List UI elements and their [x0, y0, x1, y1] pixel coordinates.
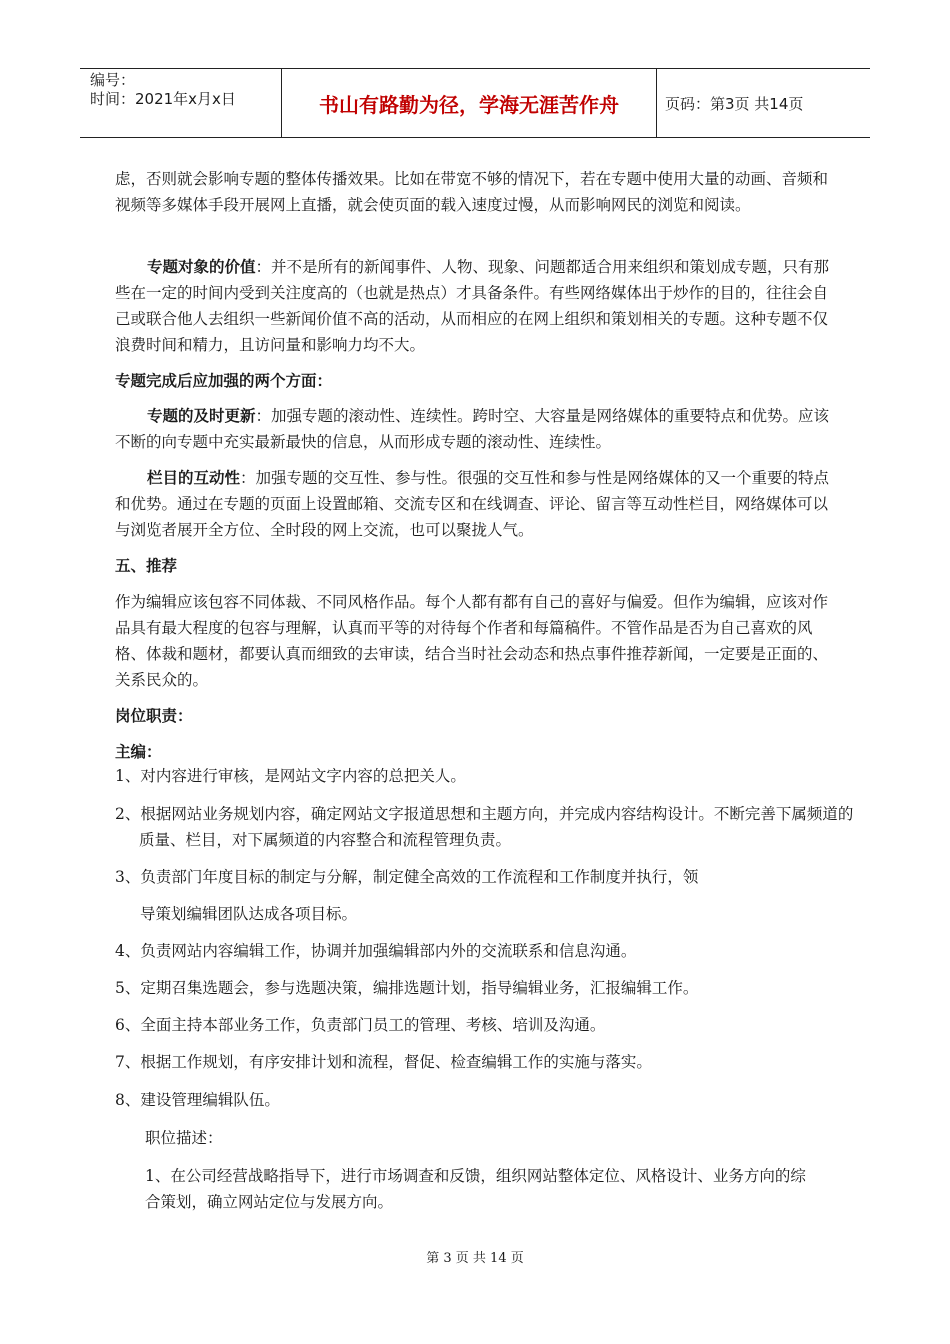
- duty-item: 6、全面主持本部业务工作，负责部门员工的管理、考核、培训及沟通。: [115, 1016, 606, 1034]
- heading-recommend: 五、推荐: [115, 556, 178, 575]
- duty-item: 3、负责部门年度目标的制定与分解，制定健全高效的工作流程和工作制度并执行，领: [115, 868, 699, 886]
- interactivity-heading: 栏目的互动性: [147, 468, 241, 487]
- document-number-label: 编号：: [90, 71, 136, 89]
- heading-two-aspects: 专题完成后应加强的两个方面：: [115, 371, 333, 390]
- duty-item: 1、对内容进行审核，是网站文字内容的总把关人。: [115, 767, 466, 785]
- header-page-number: 页码：第3页 共14页: [665, 94, 804, 113]
- paragraph-recommend: 作为编辑应该包容不同体裁、不同风格作品。每个人都有都有自己的喜好与偏爱。但作为编辑，应该对作品具有最大程度的包容与理解，认真而平等的对待每个作者和每篇稿件。不管作品是否为自己喜欢的风格、体裁和题材，都要认真而细致的去审读，结合当时社会动态和热点事件推荐新闻，一定要是正面的、关系民众的。: [115, 593, 829, 689]
- topic-value-text: ：并不是所有的新闻事件、人物、现象、问题都适合用来组织和策划成专题，只有那些在一定的时间内受到关注度高的（也就是热点）才具备条件。有些网络媒体出于炒作的目的，往往会自己或联合他人去组织一些新闻价值不高的活动，从而相应的在网上组织和策划相关的专题。这种专题不仅浪费时间和精力，且访问量和影响力均不大。: [115, 258, 830, 354]
- page-footer: 第 3 页 共 14 页: [426, 1251, 524, 1266]
- heading-chief-editor: 主编：: [115, 742, 162, 761]
- timely-update-heading: 专题的及时更新: [147, 406, 256, 425]
- header-motto: 书山有路勤为径，学海无涯苦作舟: [319, 92, 619, 117]
- position-item: 1、在公司经营战略指导下，进行市场调查和反馈，组织网站整体定位、风格设计、业务方向的综合策划，确立网站定位与发展方向。: [145, 1167, 806, 1211]
- duty-item: 8、建设管理编辑队伍。: [115, 1091, 280, 1109]
- duty-item: 2、根据网站业务规划内容，确定网站文字报道思想和主题方向，并完成内容结构设计。不断完善下属频道的质量、栏目，对下属频道的内容整合和流程管理负责。: [115, 805, 854, 849]
- paragraph-topic-value: [115, 254, 835, 358]
- header-motto-cell: [282, 69, 657, 137]
- document-date: 时间：2021年x月x日: [90, 90, 236, 108]
- paragraph-interactivity: [115, 465, 835, 543]
- timely-update-text: ：加强专题的滚动性、连续性。跨时空、大容量是网络媒体的重要特点和优势。应该不断的向专题中充实最新最快的信息，从而形成专题的滚动性、连续性。: [115, 407, 830, 451]
- header-meta: [80, 69, 282, 137]
- topic-value-heading: 专题对象的价值: [147, 257, 256, 276]
- interactivity-text: ：加强专题的交互性、参与性。很强的交互性和参与性是网络媒体的又一个重要的特点和优势。通过在专题的页面上设置邮箱、交流专区和在线调查、评论、留言等互动性栏目，网络媒体可以与浏览者展开全方位、全时段的网上交流，也可以聚拢人气。: [115, 469, 830, 539]
- duty-item-continued: 导策划编辑团队达成各项目标。: [140, 905, 358, 923]
- paragraph-timely-update: [115, 403, 835, 455]
- paragraph-bandwidth: 虑，否则就会影响专题的整体传播效果。比如在带宽不够的情况下，若在专题中使用大量的动画、音频和视频等多媒体手段开展网上直播，就会使页面的载入速度过慢，从而影响网民的浏览和阅读。: [115, 170, 829, 214]
- duty-item: 4、负责网站内容编辑工作，协调并加强编辑部内外的交流联系和信息沟通。: [115, 942, 637, 960]
- heading-duties: 岗位职责：: [115, 706, 193, 725]
- document-header: [80, 68, 870, 138]
- duty-item: 5、定期召集选题会，参与选题决策，编排选题计划，指导编辑业务，汇报编辑工作。: [115, 979, 699, 997]
- heading-position-description: 职位描述：: [145, 1129, 223, 1147]
- duty-item: 7、根据工作规划，有序安排计划和流程，督促、检查编辑工作的实施与落实。: [115, 1053, 652, 1071]
